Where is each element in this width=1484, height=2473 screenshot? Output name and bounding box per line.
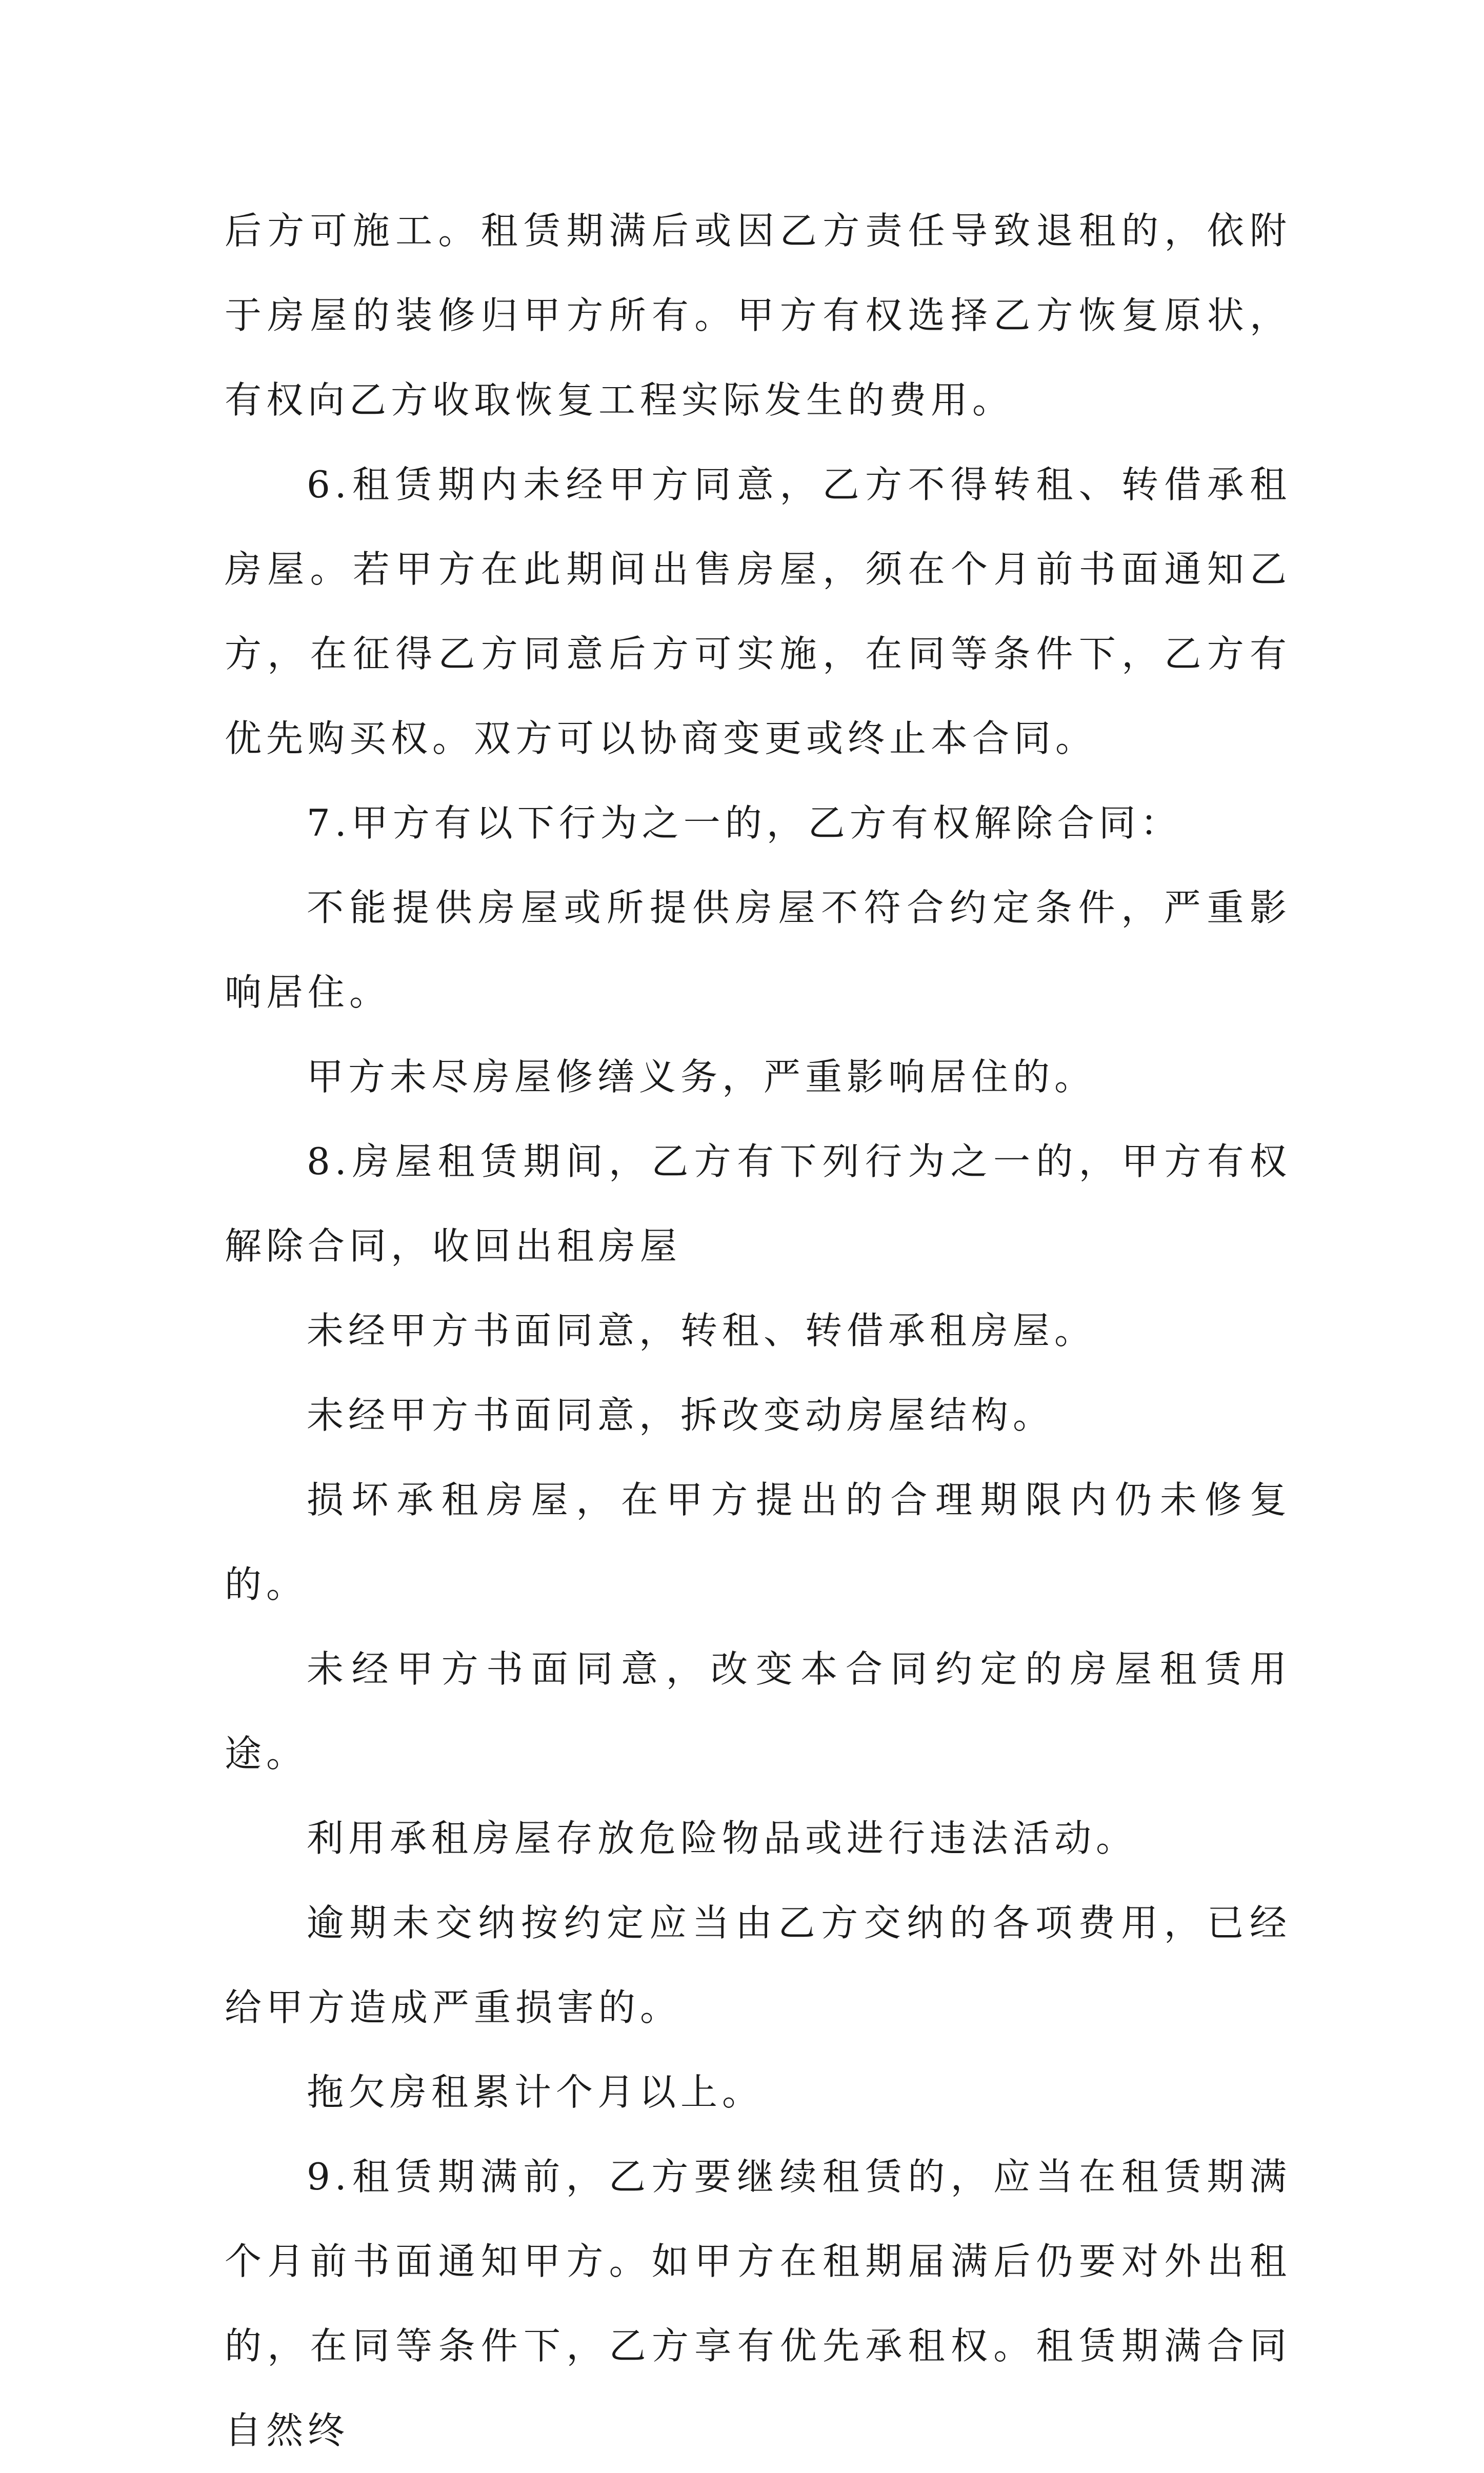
paragraph: 7.甲方有以下行为之一的，乙方有权解除合同：	[307, 801, 1182, 845]
document-body	[225, 189, 1291, 2473]
paragraph: 未经甲方书面同意，拆改变动房屋结构。	[307, 1394, 1055, 1437]
paragraph: 9.租赁期满前，乙方要继续租赁的，应当在租赁期满个月前书面通知甲方。如甲方在租期届满后仍要对外出租的，在同等条件下，乙方享有优先承租权。租赁期满合同自然终	[225, 2155, 1291, 2452]
paragraph: 未经甲方书面同意，转租、转借承租房屋。	[307, 1309, 1096, 1352]
paragraph: 损坏承租房屋，在甲方提出的合理期限内仍未修复的。	[225, 1478, 1291, 1606]
paragraph: 甲方未尽房屋修缮义务，严重影响居住的。	[307, 1055, 1096, 1098]
paragraph: 后方可施工。租赁期满后或因乙方责任导致退租的，依附于房屋的装修归甲方所有。甲方有权选择乙方恢复原状，有权向乙方收取恢复工程实际发生的费用。	[225, 209, 1291, 421]
paragraph: 8.房屋租赁期间，乙方有下列行为之一的，甲方有权解除合同，收回出租房屋	[225, 1140, 1291, 1268]
paragraph: 未经甲方书面同意，改变本合同约定的房屋租赁用途。	[225, 1647, 1291, 1775]
paragraph: 逾期未交纳按约定应当由乙方交纳的各项费用，已经给甲方造成严重损害的。	[225, 1901, 1291, 2029]
paragraph: 利用承租房屋存放危险物品或进行违法活动。	[307, 1817, 1138, 1860]
paragraph: 6.租赁期内未经甲方同意，乙方不得转租、转借承租房屋。若甲方在此期间出售房屋，须在个月前书面通知乙方，在征得乙方同意后方可实施，在同等条件下，乙方有优先购买权。双方可以协商变更或终止本合同。	[225, 463, 1291, 760]
paragraph: 不能提供房屋或所提供房屋不符合约定条件，严重影响居住。	[225, 886, 1291, 1014]
paragraph: 拖欠房租累计个月以上。	[307, 2070, 764, 2114]
